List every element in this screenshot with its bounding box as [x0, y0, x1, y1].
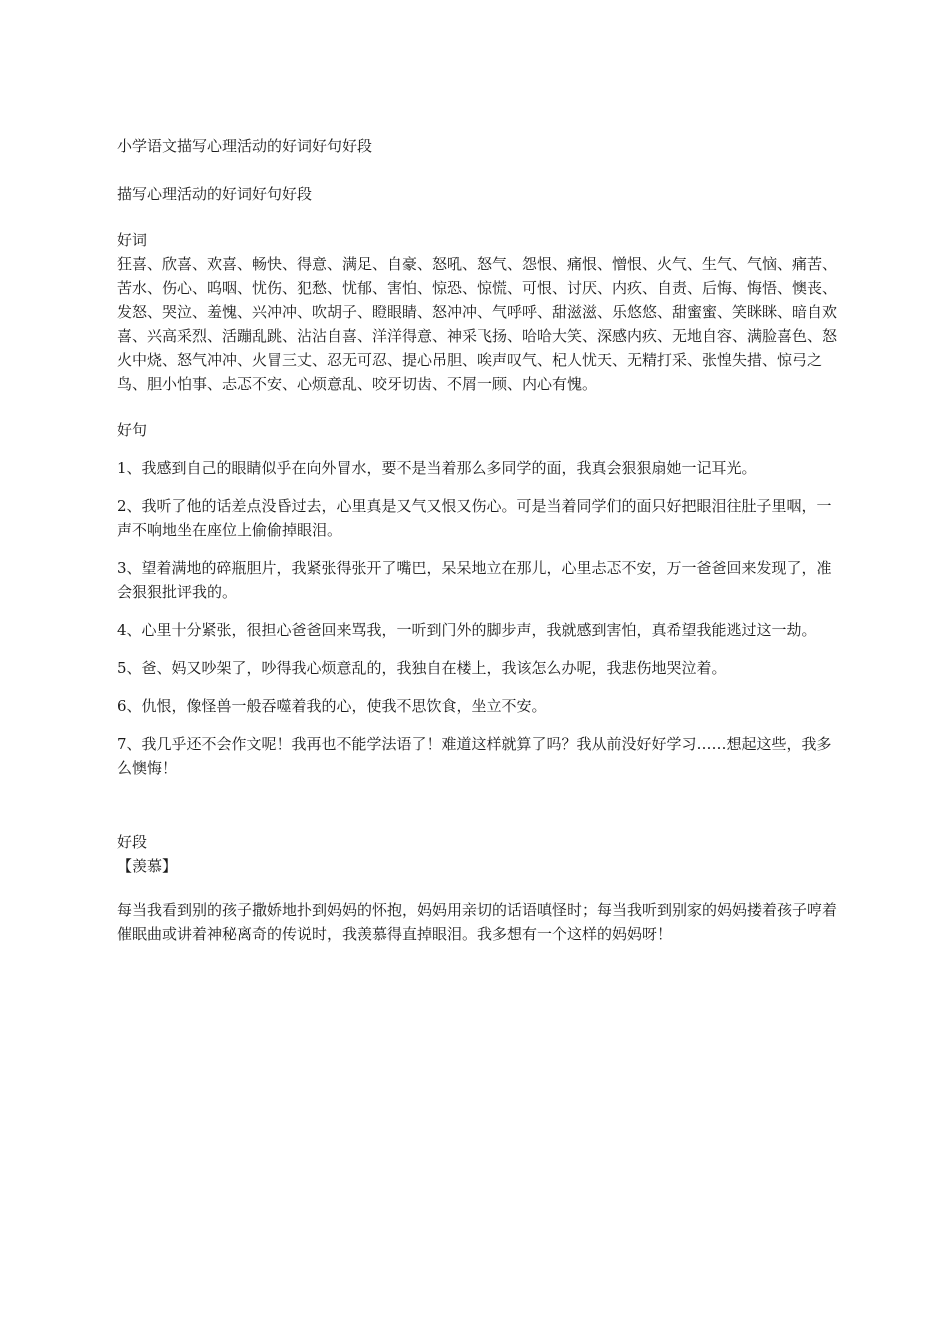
good-words-section: [117, 228, 837, 396]
sentence-item: 7、我几乎还不会作文呢！我再也不能学法语了！难道这样就算了吗？我从前没好好学习……想起这些，我多么懊悔！: [117, 735, 832, 777]
good-paragraphs-section: [117, 830, 837, 946]
sentence-item: 3、望着满地的碎瓶胆片，我紧张得张开了嘴巴，呆呆地立在那儿，心里忐忑不安，万一爸爸回来发现了，准会狠狠批评我的。: [117, 559, 832, 601]
paragraph-topic-heading: 【羡慕】: [117, 857, 178, 875]
sentence-item: 2、我听了他的话差点没昏过去，心里真是又气又恨又伤心。可是当着同学们的面只好把眼泪往肚子里咽，一声不响地坐在座位上偷偷掉眼泪。: [117, 497, 832, 539]
good-words-heading: 好词: [117, 231, 148, 249]
sentence-item: 6、仇恨，像怪兽一般吞噬着我的心，使我不思饮食，坐立不安。: [117, 697, 547, 715]
document-page: [117, 134, 837, 946]
good-paragraph-text: 每当我看到别的孩子撒娇地扑到妈妈的怀抱，妈妈用亲切的话语嗔怪时；每当我听到别家的妈妈搂着孩子哼着催眠曲或讲着神秘离奇的传说时，我羡慕得直掉眼泪。我多想有一个这样的妈妈呀！: [117, 901, 838, 943]
document-subtitle: 描写心理活动的好词好句好段: [117, 185, 313, 203]
sentence-item: 5、爸、妈又吵架了，吵得我心烦意乱的，我独自在楼上，我该怎么办呢，我悲伤地哭泣着。: [117, 659, 727, 677]
sentence-item: 1、我感到自己的眼睛似乎在向外冒水，要不是当着那么多同学的面，我真会狠狠扇她一记耳光。: [117, 459, 757, 477]
sentence-item: 4、心里十分紧张，很担心爸爸回来骂我，一听到门外的脚步声，我就感到害怕，真希望我能逃过这一劫。: [117, 621, 817, 639]
good-sentences-section: [117, 418, 837, 780]
good-words-list: 狂喜、欣喜、欢喜、畅快、得意、满足、自豪、怒吼、怒气、怨恨、痛恨、憎恨、火气、生气、气恼、痛苦、苦水、伤心、呜咽、忧伤、犯愁、忧郁、害怕、惊恐、惊慌、可恨、讨厌、内疚、自责、后悔、悔悟、懊丧、发怒、哭泣、羞愧、兴冲冲、吹胡子、瞪眼睛、怒冲冲、气呼呼、甜滋滋、乐悠悠、甜蜜蜜、笑眯眯、暗自欢喜、兴高采烈、活蹦乱跳、沾沾自喜、洋洋得意、神采飞扬、哈哈大笑、深感内疚、无地自容、满脸喜色、怒火中烧、怒气冲冲、火冒三丈、忍无可忍、提心吊胆、唉声叹气、杞人忧天、无精打采、张惶失措、惊弓之鸟、胆小怕事、忐忑不安、心烦意乱、咬牙切齿、不屑一顾、内心有愧。: [117, 255, 838, 393]
good-sentences-heading: 好句: [117, 421, 148, 439]
document-title: 小学语文描写心理活动的好词好句好段: [117, 137, 373, 155]
good-paragraphs-heading: 好段: [117, 833, 148, 851]
